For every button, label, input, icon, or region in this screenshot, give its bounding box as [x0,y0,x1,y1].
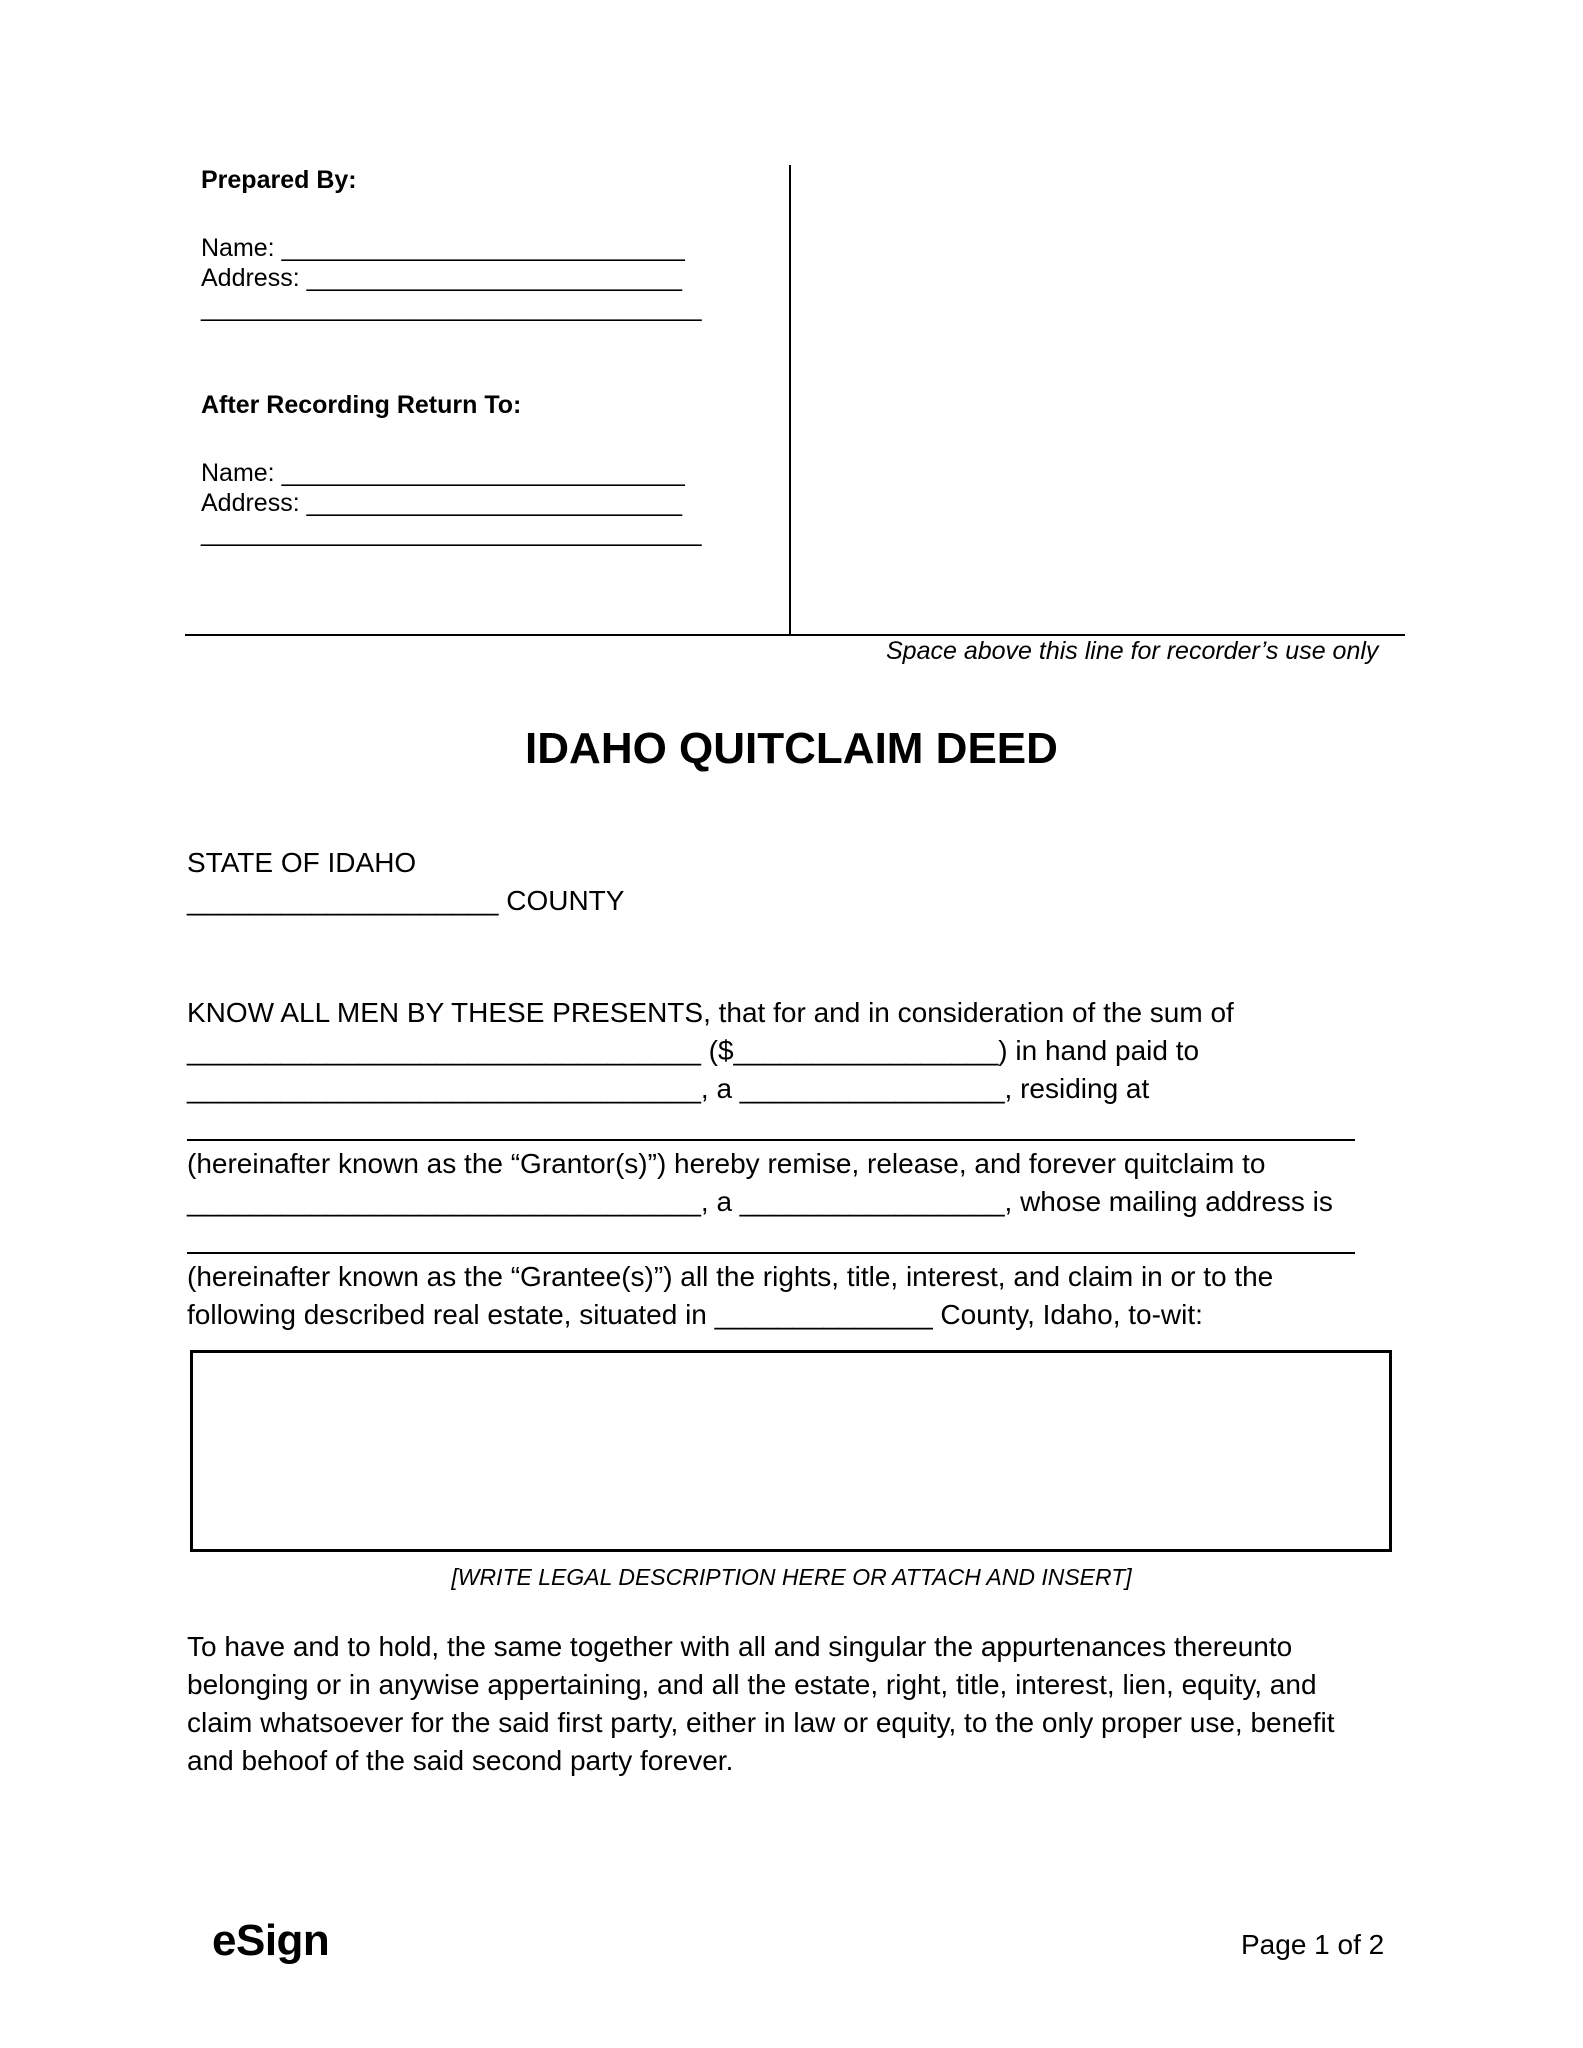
prepared-by-name-label: Name: [201,234,282,262]
body-line: KNOW ALL MEN BY THESE PRESENTS, that for and in consideration of the sum of [187,997,1234,1028]
body-line[interactable]: _________________________________ ($_________________) in hand paid to [187,1035,1200,1066]
page-title: IDAHO QUITCLAIM DEED [525,724,1058,773]
return-to-address-extra-line[interactable]: ____________________________________ [201,519,702,547]
prepared-by-address-field [201,263,682,293]
return-to-name-line[interactable]: _____________________________ [281,459,685,487]
grantee-address-line-text [187,1217,1355,1255]
venue-state: STATE OF IDAHO [187,847,417,878]
return-to-name-label: Name: [201,459,282,487]
prepared-by-address-line[interactable]: ___________________________ [306,264,683,292]
habendum-line: belonging or in anywise appertaining, and all the estate, right, title, interest, lien, equity, and [187,1669,1317,1700]
recorder-vertical-divider [789,165,791,635]
return-to-address-label: Address: [201,489,307,517]
habendum-line: claim whatsoever for the said first party, either in law or equity, to the only proper use, benefit [187,1707,1335,1738]
legal-description-box[interactable] [190,1350,1392,1552]
legal-description-caption: [WRITE LEGAL DESCRIPTION HERE OR ATTACH AND INSERT] [451,1564,1132,1590]
prepared-by-address-label: Address: [201,264,307,292]
return-to-address-field [201,488,682,518]
esign-logo: eSign [212,1916,330,1965]
venue-county[interactable]: ____________________ COUNTY [187,885,625,916]
prepared-by-address-extra-line[interactable]: ____________________________________ [201,294,702,322]
body-line: (hereinafter known as the “Grantor(s)”) hereby remise, release, and forever quitclaim to [187,1148,1266,1179]
body-line[interactable]: _________________________________, a _________________, whose mailing address is [187,1186,1333,1217]
grantor-address-line-text [187,1104,1355,1142]
prepared-by-name-field [201,233,685,263]
return-to-address-line[interactable]: ___________________________ [306,489,683,517]
habendum-line: and behoof of the said second party forever. [187,1745,734,1776]
recorder-note: Space above this line for recorder’s use only [886,637,1379,665]
body-line: (hereinafter known as the “Grantee(s)”) all the rights, title, interest, and claim in or to the [187,1261,1274,1292]
body-line[interactable]: _________________________________, a _________________, residing at [187,1073,1150,1104]
prepared-by-name-line[interactable]: _____________________________ [281,234,685,262]
page-number: Page 1 of 2 [1241,1929,1385,1960]
prepared-by-heading: Prepared By: [201,166,357,194]
return-to-heading: After Recording Return To: [201,391,522,419]
habendum-line: To have and to hold, the same together with all and singular the appurtenances thereunto [187,1631,1293,1662]
body-line[interactable]: following described real estate, situated in ______________ County, Idaho, to-wit: [187,1299,1203,1330]
return-to-name-field [201,458,685,488]
